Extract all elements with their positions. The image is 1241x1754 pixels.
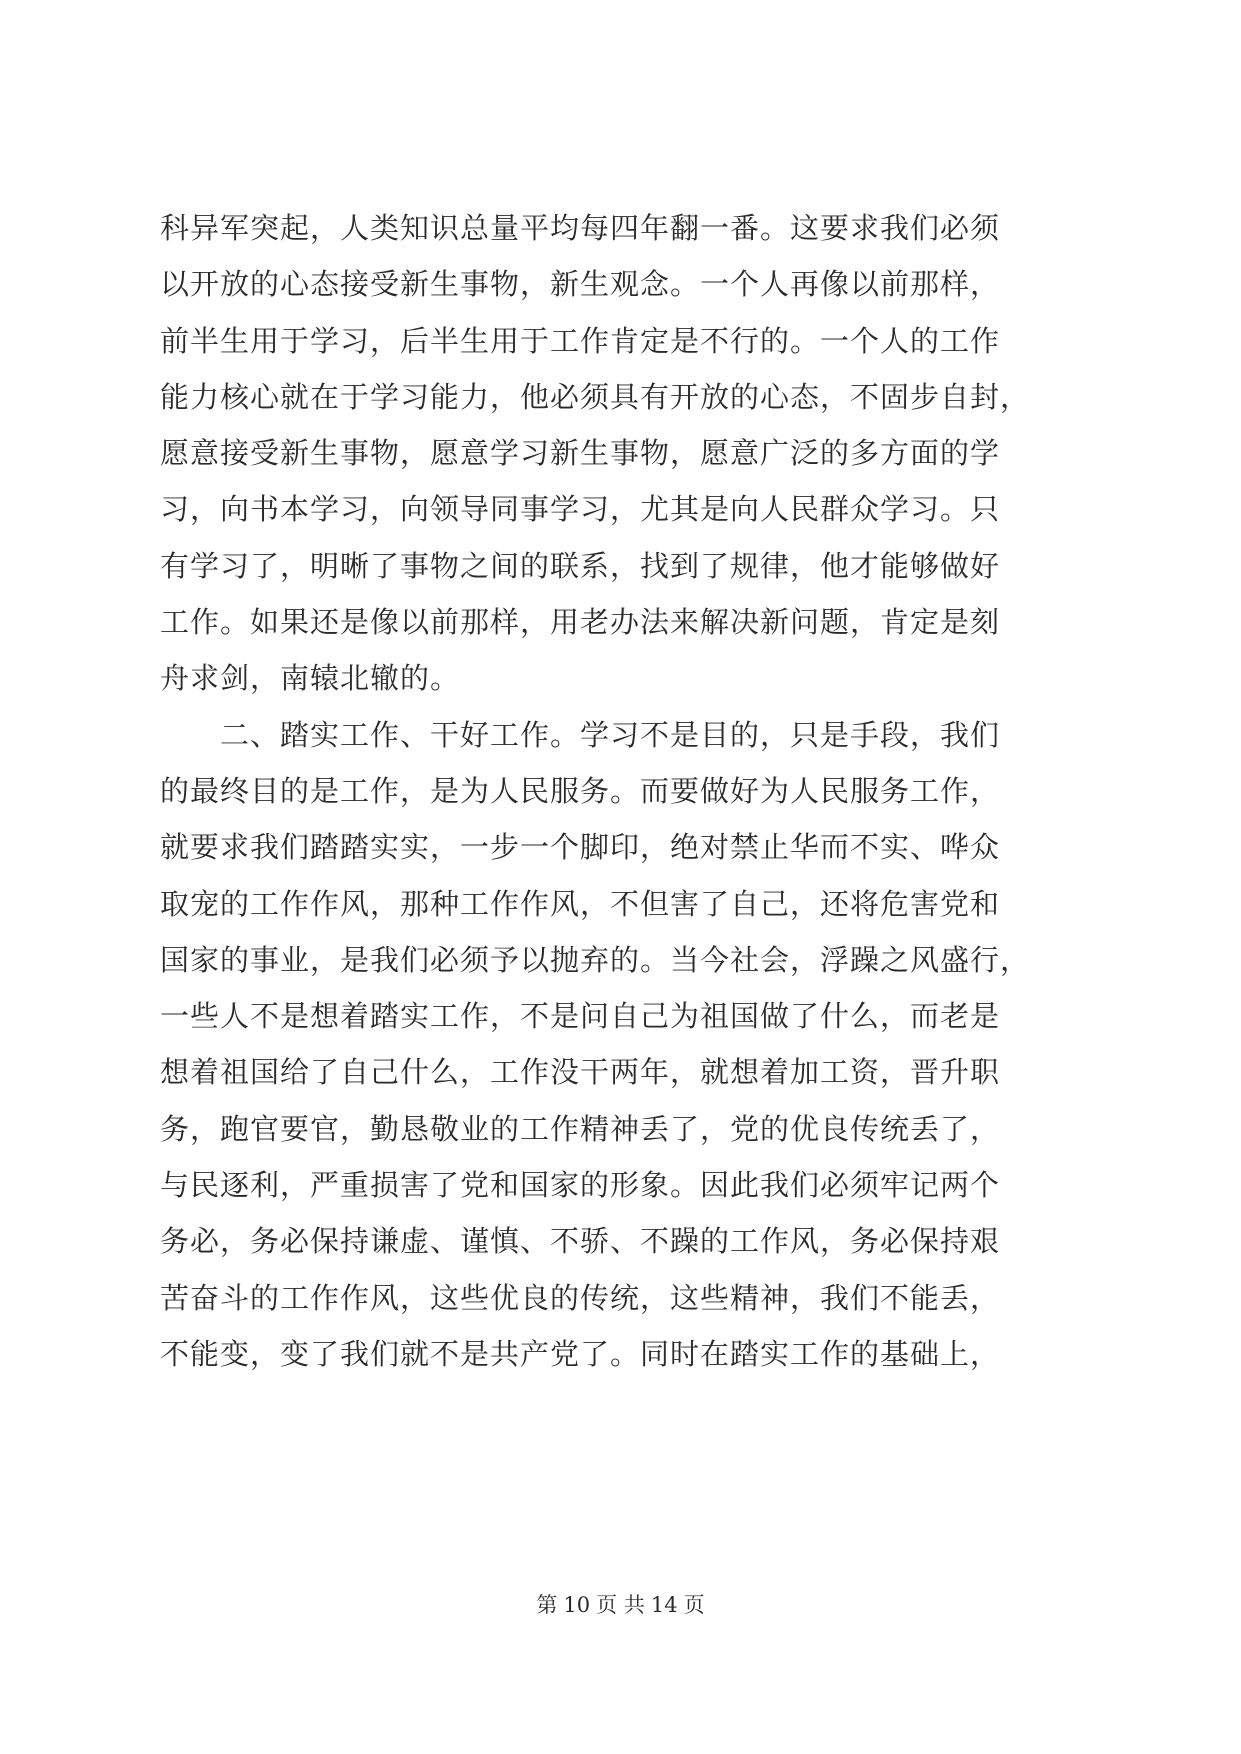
text-line: 国家的事业，是我们必须予以抛弃的。当今社会，浮躁之风盛行， — [160, 942, 1031, 977]
text-line: 科异军突起，人类知识总量平均每四年翻一番。这要求我们必须 — [160, 211, 1001, 245]
footer-suffix: 页 — [683, 1593, 705, 1617]
text-line: 舟求剑，南辕北辙的。 — [160, 661, 461, 696]
text-line: 就要求我们踏踏实实，一步一个脚印，绝对禁止华而不实、哗众 — [160, 830, 1001, 865]
text-line: 一些人不是想着踏实工作，不是问自己为祖国做了什么，而老是 — [160, 999, 1001, 1034]
footer-prefix: 第 — [536, 1593, 558, 1617]
text-line: 有学习了，明晰了事物之间的联系，找到了规律，他才能够做好 — [160, 548, 1001, 583]
text-line: 以开放的心态接受新生事物，新生观念。一个人再像以前那样， — [160, 267, 1001, 302]
text-line: 苦奋斗的工作作风，这些优良的传统，这些精神，我们不能丢， — [160, 1280, 1001, 1315]
text-line: 不能变，变了我们就不是共产党了。同时在踏实工作的基础上， — [160, 1336, 1001, 1371]
paragraph-first-line: 二、踏实工作、干好工作。学习不是目的，只是手段，我们 — [220, 717, 1001, 752]
page-number: 10 — [563, 1593, 591, 1617]
text-line: 想着祖国给了自己什么，工作没干两年，就想着加工资，晋升职 — [160, 1055, 1001, 1090]
footer-mid: 页 共 — [596, 1593, 645, 1617]
text-line: 取宠的工作作风，那种工作作风，不但害了自己，还将危害党和 — [160, 886, 1001, 921]
text-line: 愿意接受新生事物，愿意学习新生事物，愿意广泛的多方面的学 — [160, 436, 1001, 471]
text-line: 工作。如果还是像以前那样，用老办法来解决新问题，肯定是刻 — [160, 605, 1001, 640]
text-line: 习，向书本学习，向领导同事学习，尤其是向人民群众学习。只 — [160, 492, 1001, 527]
text-line: 前半生用于学习，后半生用于工作肯定是不行的。一个人的工作 — [160, 323, 1001, 358]
document-body — [160, 200, 1100, 1382]
page-footer — [0, 1590, 1241, 1620]
text-line: 务必，务必保持谦虚、谨慎、不骄、不躁的工作风，务必保持艰 — [160, 1224, 1001, 1259]
text-line: 的最终目的是工作，是为人民服务。而要做好为人民服务工作， — [160, 773, 1001, 808]
text-line: 能力核心就在于学习能力，他必须具有开放的心态，不固步自封， — [160, 379, 1031, 414]
text-line: 与民逐利，严重损害了党和国家的形象。因此我们必须牢记两个 — [160, 1168, 1001, 1203]
text-line: 务，跑官要官，勤恳敬业的工作精神丢了，党的优良传统丢了， — [160, 1111, 1001, 1146]
total-pages: 14 — [650, 1593, 678, 1617]
